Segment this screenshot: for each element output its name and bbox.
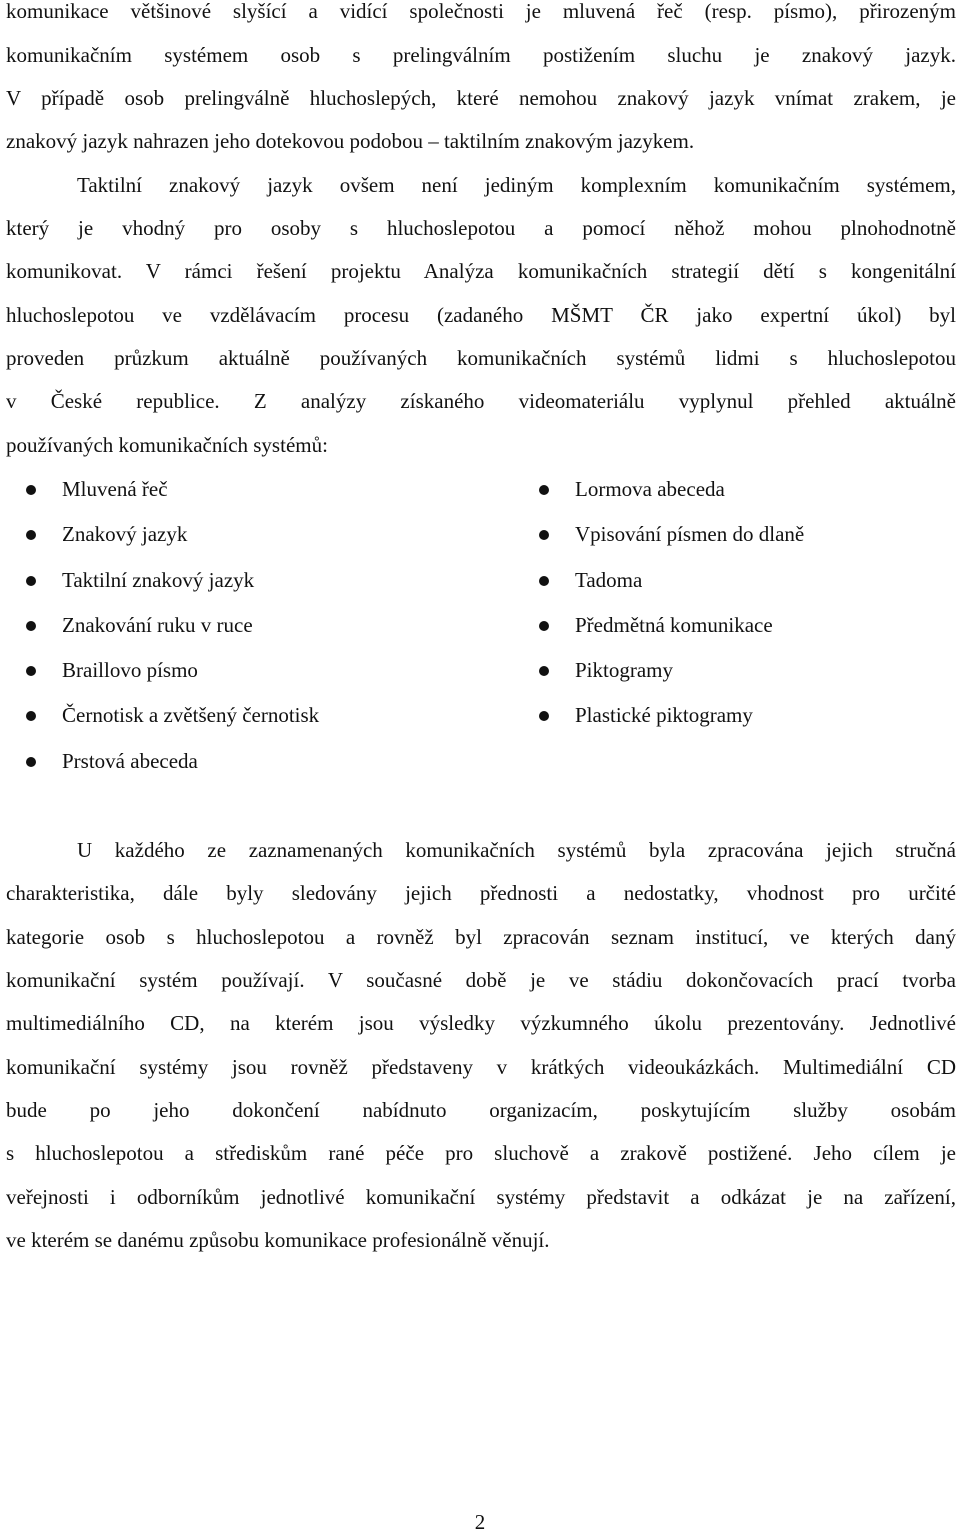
list-item [24, 648, 319, 693]
list-item-label: Piktogramy [575, 658, 673, 683]
bullet-icon [26, 576, 36, 586]
bullet-icon [539, 485, 549, 495]
bullet-icon [26, 485, 36, 495]
list-item [24, 739, 319, 784]
list-item-label: Plastické piktogramy [575, 703, 753, 728]
text-line: komunikovat. V rámci řešení projektu Analýza komunikačních strategií dětí s kongenitální [6, 259, 956, 283]
text-line: bude po jeho dokončení nabídnuto organizacím, poskytujícím služby osobám [6, 1098, 956, 1122]
list-item [537, 512, 804, 557]
text-line: V případě osob prelingválně hluchoslepých, které nemohou znakový jazyk vnímat zrakem, je [6, 86, 956, 110]
list-item [24, 693, 319, 738]
bullet-icon [26, 711, 36, 721]
text-line: komunikace většinové slyšící a vidící společnosti je mluvená řeč (resp. písmo), přirozeným [6, 0, 956, 23]
text-line: komunikační systém používají. V současné době je ve stádiu dokončovacích prací tvorba [6, 968, 956, 992]
list-item-label: Lormova abeceda [575, 477, 725, 501]
list-item-label: Tadoma [575, 567, 643, 592]
bullet-icon [539, 711, 549, 721]
text-line: U každého ze zaznamenaných komunikačních systémů byla zpracována jejich stručná [77, 838, 956, 862]
bullet-icon [539, 576, 549, 586]
bullet-icon [539, 621, 549, 631]
list-item [537, 603, 804, 648]
list-item-label: Předmětná komunikace [575, 612, 773, 637]
text-line: v České republice. Z analýzy získaného videomateriálu vyplynul přehled aktuálně [6, 389, 956, 413]
text-line: ve kterém se danému způsobu komunikace profesionálně věnují. [6, 1228, 550, 1252]
list-item-label: Znakový jazyk [62, 522, 188, 547]
list-item [24, 512, 319, 557]
text-line: hluchoslepotou ve vzdělávacím procesu (zadaného MŠMT ČR jako expertní úkol) byl [6, 303, 956, 327]
bullet-icon [26, 621, 36, 631]
list-item-label: Mluvená řeč [62, 477, 168, 501]
list-item [537, 558, 804, 603]
text-line: komunikačním systémem osob s prelingválním postižením sluchu je znakový jazyk. [6, 43, 956, 67]
bullet-icon [26, 530, 36, 540]
list-item [24, 558, 319, 603]
list-item [537, 467, 804, 512]
page-number: 2 [474, 1510, 486, 1534]
list-item [24, 467, 319, 512]
text-line: veřejnosti i odborníkům jednotlivé komunikační systémy představit a odkázat je na zařízení, [6, 1185, 956, 1209]
list-item [537, 693, 804, 738]
text-line: s hluchoslepotou a střediskům rané péče pro sluchově a zrakově postižené. Jeho cílem je [6, 1141, 956, 1165]
list-item-label: Vpisování písmen do dlaně [575, 522, 805, 547]
text-line: multimediálního CD, na kterém jsou výsledky výzkumného úkolu prezentovány. Jednotlivé [6, 1011, 956, 1035]
systems-list-right-column [537, 467, 804, 739]
bullet-icon [26, 757, 36, 767]
list-item [537, 648, 804, 693]
text-line: který je vhodný pro osoby s hluchoslepotou a pomocí něhož mohou plnohodnotně [6, 216, 956, 240]
list-item [24, 603, 319, 648]
text-line: Taktilní znakový jazyk ovšem není jediným komplexním komunikačním systémem, [77, 173, 956, 197]
list-item-label: Znakování ruku v ruce [62, 612, 253, 637]
bullet-icon [539, 666, 549, 676]
systems-list-left-column [24, 467, 319, 784]
text-line: používaných komunikačních systémů: [6, 433, 328, 457]
list-item-label: Prstová abeceda [62, 748, 198, 773]
list-item-label: Černotisk a zvětšený černotisk [62, 703, 320, 728]
list-item-label: Braillovo písmo [62, 658, 198, 683]
bullet-icon [26, 666, 36, 676]
text-line: charakteristika, dále byly sledovány jejich přednosti a nedostatky, vhodnost pro určité [6, 881, 956, 905]
list-item-label: Taktilní znakový jazyk [62, 567, 255, 592]
text-line: proveden průzkum aktuálně používaných komunikačních systémů lidmi s hluchoslepotou [6, 346, 956, 370]
text-line: kategorie osob s hluchoslepotou a rovněž byl zpracován seznam institucí, ve kterých daný [6, 925, 956, 949]
text-line: komunikační systémy jsou rovněž představeny v krátkých videoukázkách. Multimediální CD [6, 1055, 956, 1079]
text-line: znakový jazyk nahrazen jeho dotekovou podobou – taktilním znakovým jazykem. [6, 129, 695, 153]
bullet-icon [539, 530, 549, 540]
